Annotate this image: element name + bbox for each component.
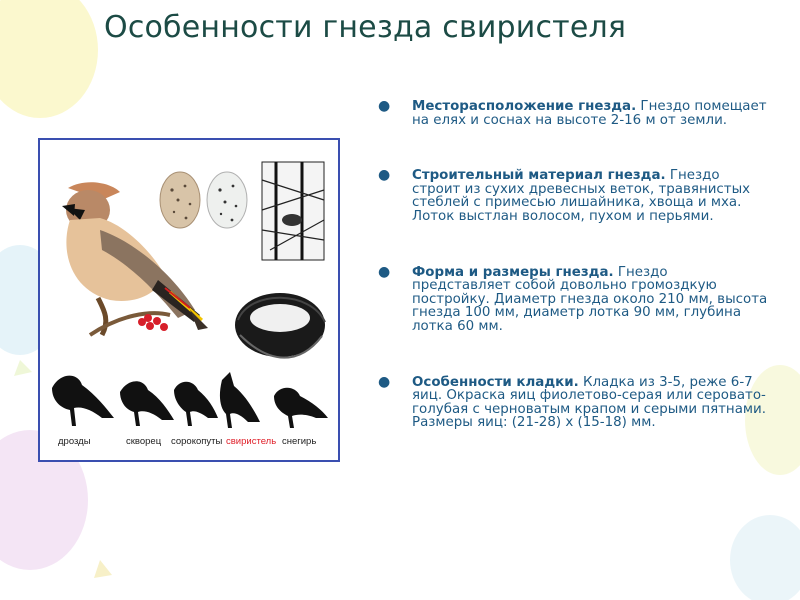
bullet-icon: ● [378,373,391,390]
point-text: Гнездо строит из сухих древесных веток, травянистых стеблей с примесью лишайника, хвоща и мха. Лоток выстлан волосом, пухом и перьями. [412,168,751,224]
point-text: Кладка из 3-5, реже 6-7 яиц. Окраска яиц фиолетово-серая или серовато-голубая с черноватым крапом и серыми пятнами. Размеры яиц: (21-28) х (15-18) мм. [412,374,766,431]
point-text: Гнездо представляет собой довольно громоздкую постройку. Диаметр гнезда около 210 мм, высота гнезда 100 мм, диаметр лотка 90 мм, глубина лотка 60 мм. [412,264,768,334]
nest-features-list [378,100,768,430]
page-title: Особенности гнезда свиристеля [104,10,627,45]
list-item-building-material [378,169,768,223]
bullet-icon: ● [378,263,391,280]
list-item-nest-location [378,100,768,127]
illustration-panel [38,138,340,462]
eggs-illustration [160,172,247,228]
point-heading: Строительный материал гнезда. [412,168,666,184]
list-item-shape-size [378,263,768,334]
silhouette-label-thrushes: дрозды [58,436,91,447]
bullet-icon: ● [378,98,391,114]
silhouette-label-shrikes: сорокопуты [171,436,223,447]
bullet-icon: ● [378,167,391,184]
silhouettes-row [52,372,328,428]
silhouette-label-waxwing: свиристель [226,436,277,447]
silhouette-label-starling: скворец [126,436,162,447]
point-heading: Месторасположение гнезда. [412,99,637,114]
list-item-clutch [378,373,768,431]
point-heading: Форма и размеры гнезда. [412,264,614,280]
silhouette-label-bullfinch: снегирь [282,436,317,447]
nest-illustration [235,293,325,358]
illustration-drawing [40,140,338,460]
tree-nest-sketch [262,162,324,260]
point-heading: Особенности кладки. [412,374,579,390]
point-text: Гнездо помещает на елях и соснах на высоте 2-16 м от земли. [412,99,767,128]
